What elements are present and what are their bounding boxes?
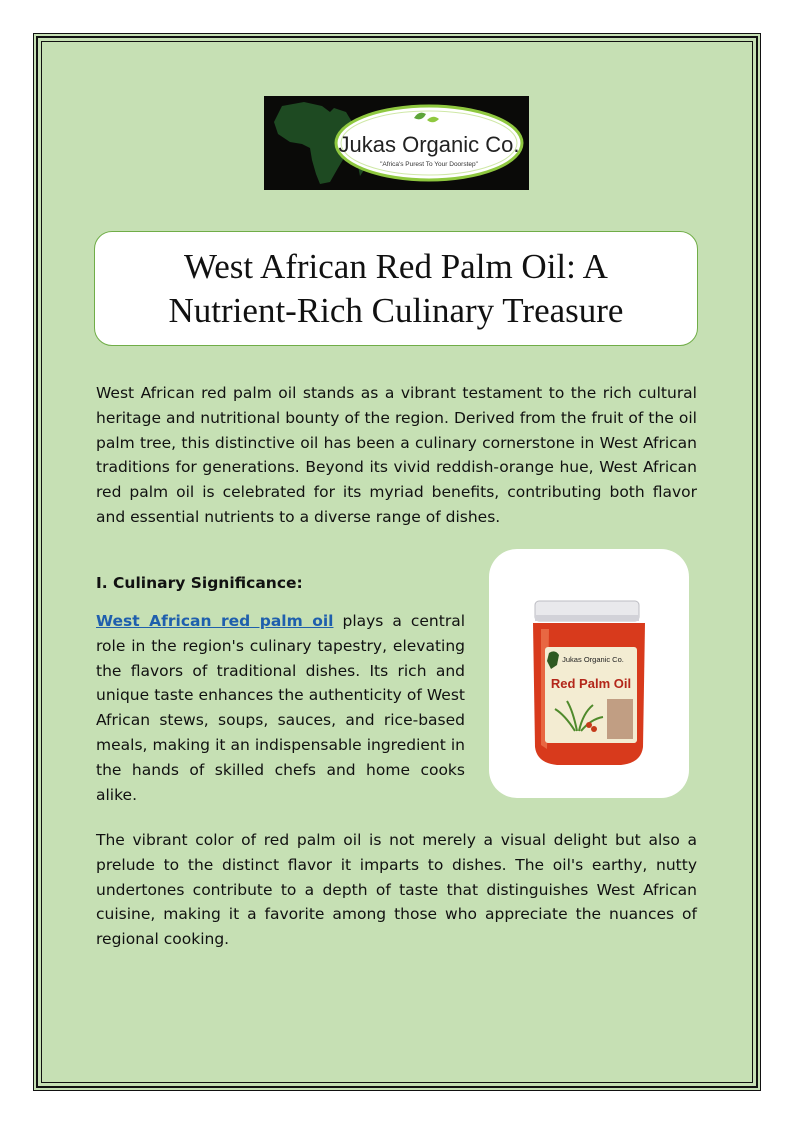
section-body-text: plays a central role in the region's culinary tapestry, elevating the flavors of traditional dishes. Its rich and unique taste enhances the authenticity of West African stews, soups, sauces, and rice-based meals, making it an indispensable ingredient in the hands of skilled chefs and home cooks alike.	[96, 612, 465, 804]
section-paragraph	[96, 609, 465, 807]
company-logo	[264, 96, 529, 190]
jar-label-brand: Jukas Organic Co.	[562, 655, 624, 664]
closing-paragraph: The vibrant color of red palm oil is not merely a visual delight but also a prelude to the distinct flavor it imparts to dishes. The oil's earthy, nutty undertones contribute to a depth of taste that distinguishes West African cuisine, making it a favorite among those who appreciate the nuances of regional cooking.	[96, 831, 697, 949]
logo-tagline: "Africa's Purest To Your Doorstep"	[380, 161, 478, 168]
section-heading: I. Culinary Significance:	[96, 574, 303, 592]
title-box	[94, 231, 698, 346]
palm-oil-link[interactable]: West African red palm oil	[96, 612, 334, 630]
intro-paragraph: West African red palm oil stands as a vibrant testament to the rich cultural heritage and nutritional bounty of the region. Derived from the fruit of the oil palm tree, this distinctive oil has been a culinary cornerstone in West African traditions for generations. Beyond its vivid reddish-orange hue, West African red palm oil is celebrated for its myriad benefits, contributing both flavor and essential nutrients to a diverse range of dishes.	[96, 384, 697, 526]
page-title: West African Red Palm Oil: A Nutrient-Rich Culinary Treasure	[168, 246, 624, 330]
logo-brand-text: Jukas Organic Co.	[338, 132, 520, 157]
jar-label-name: Red Palm Oil	[550, 676, 632, 691]
product-image	[489, 549, 689, 798]
